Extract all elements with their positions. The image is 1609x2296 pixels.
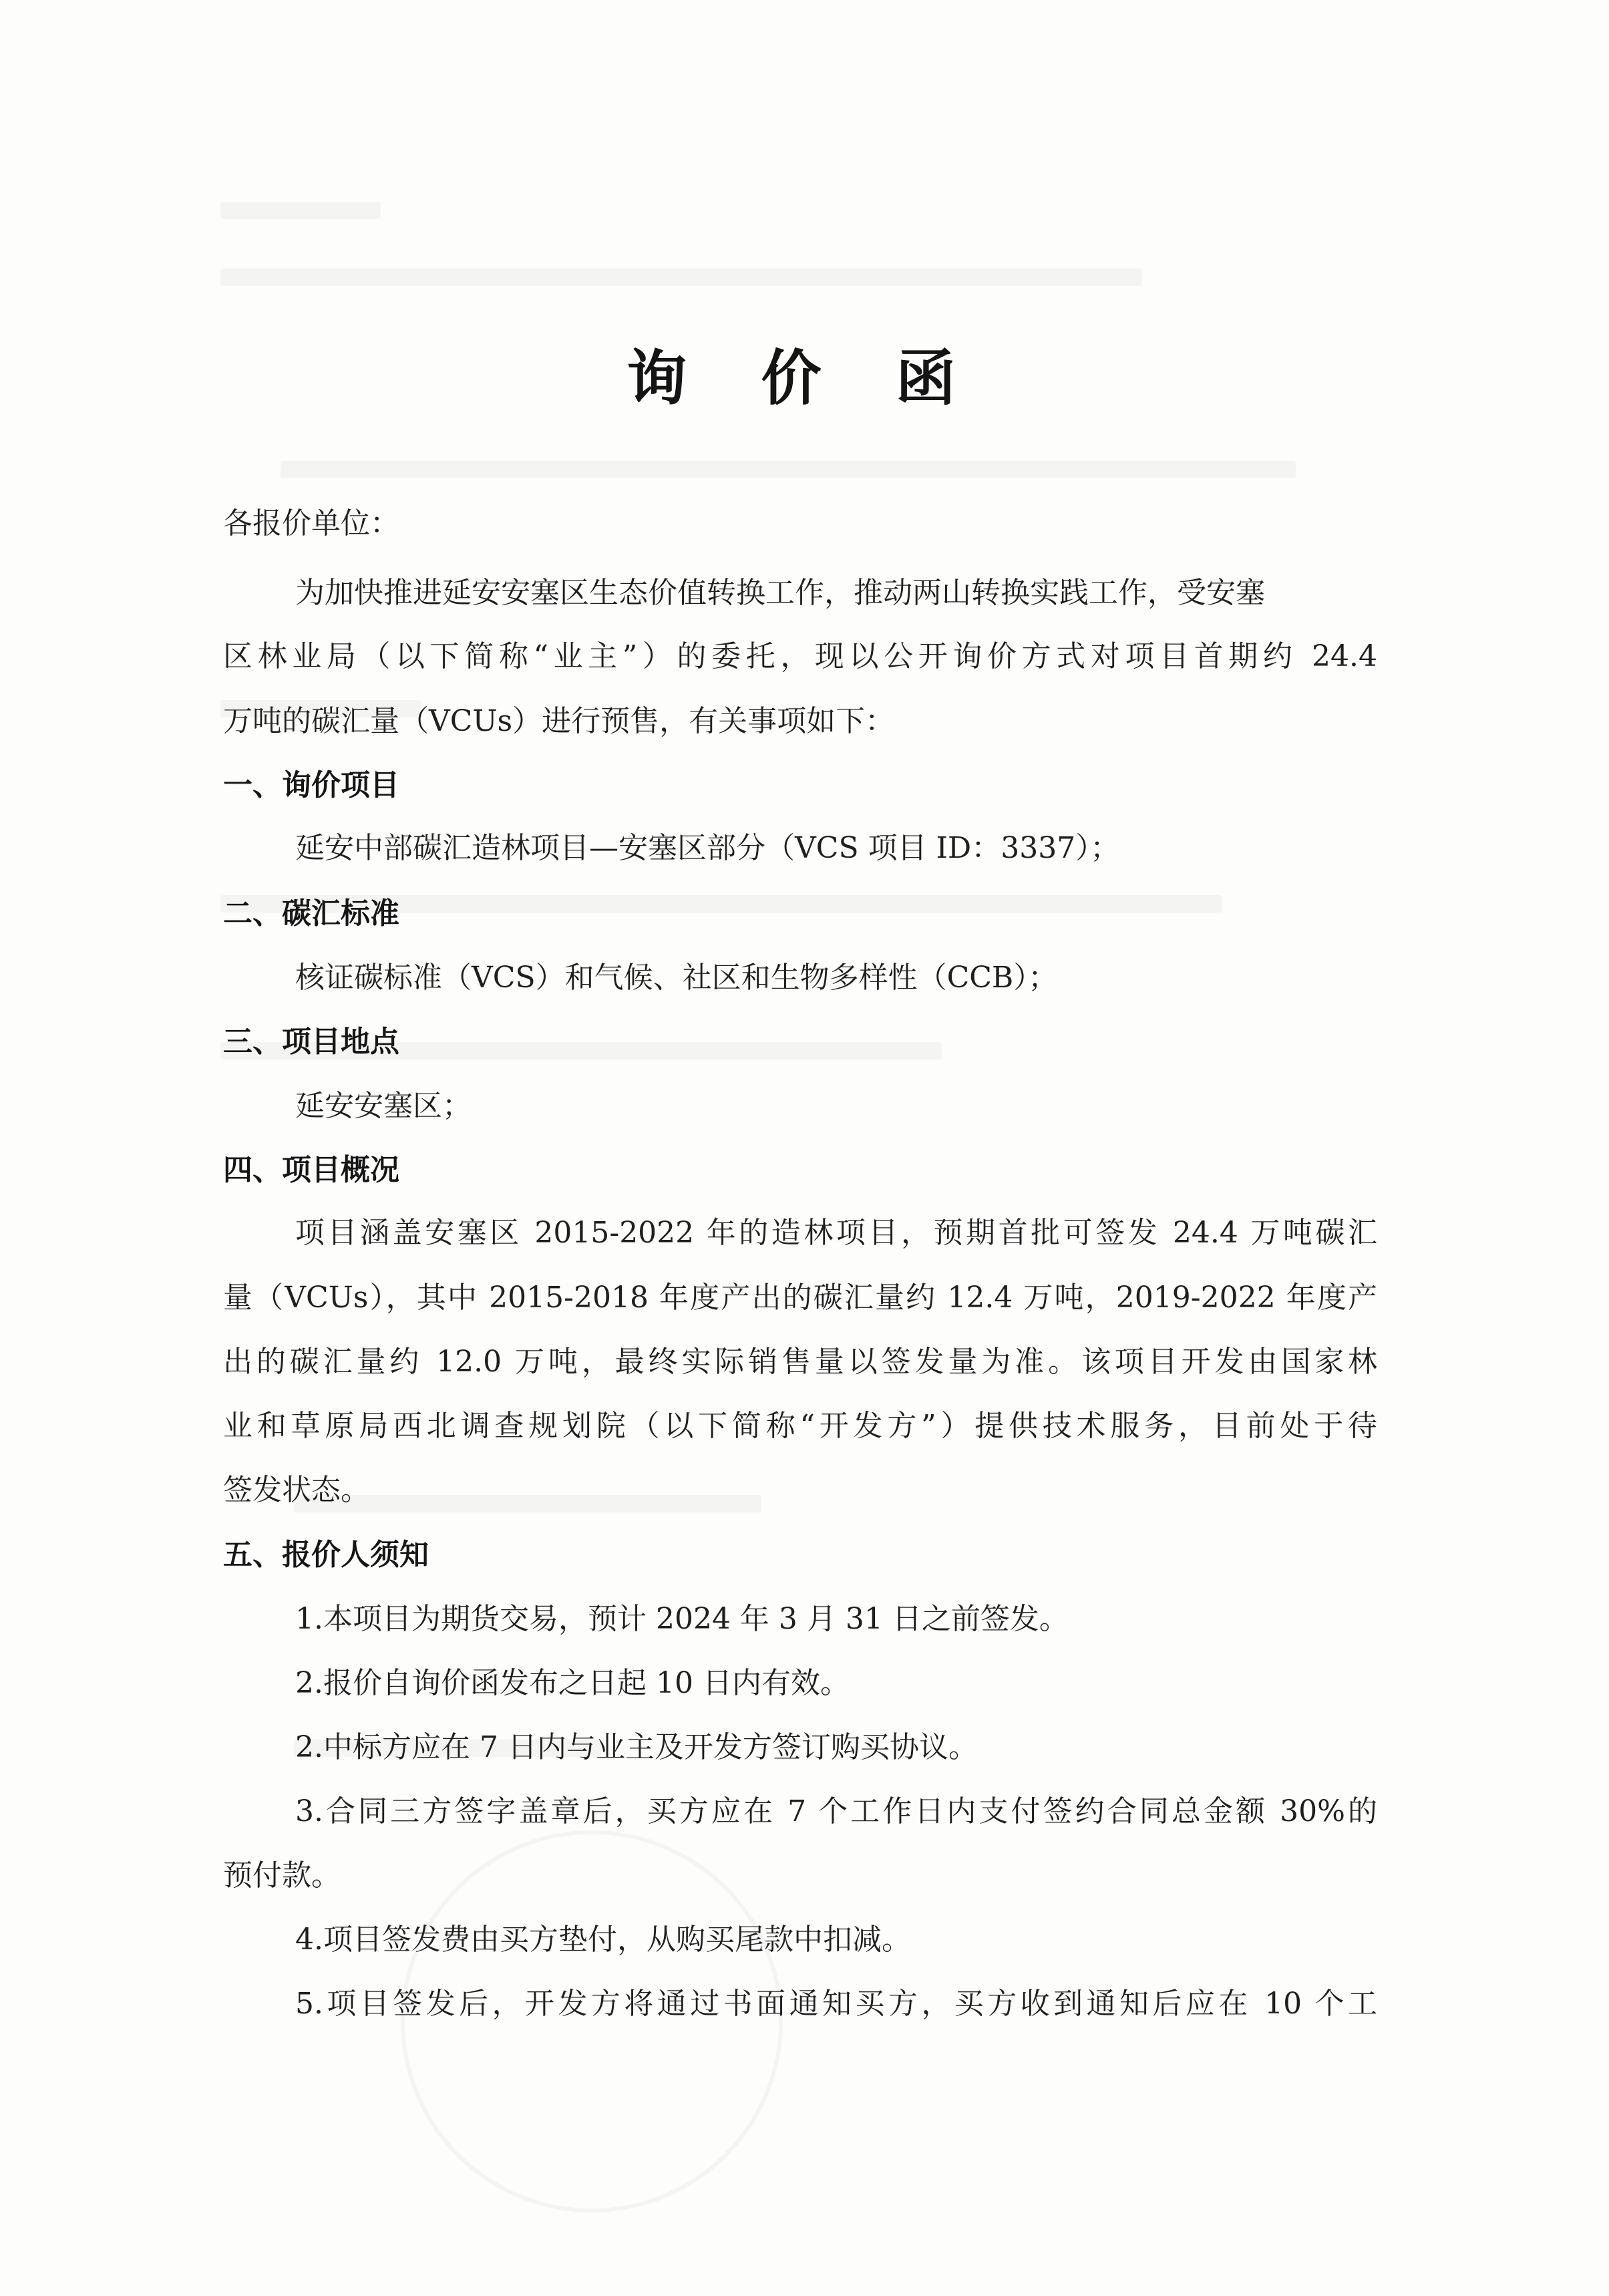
page-title: 询 价 函 [627,343,982,414]
salutation: 各报价单位： [223,506,399,540]
overview-line-4: 业和草原局西北调查规划院（以下简称“开发方”）提供技术服务，目前处于待 [223,1409,1377,1443]
notice-item-2: 2.报价自询价函发布之日起 10 日内有效。 [295,1666,850,1700]
section-body-inquiry-project: 延安中部碳汇造林项目—安塞区部分（VCS 项目 ID：3337）； [295,831,1120,865]
overview-line-5: 签发状态。 [223,1473,370,1507]
notice-item-1: 1.本项目为期货交易，预计 2024 年 3 月 31 日之前签发。 [295,1602,1069,1636]
notice-item-4: 3.合同三方签字盖章后，买方应在 7 个工作日内支付签约合同总金额 30%的 [295,1794,1377,1828]
notice-item-5: 4.项目签发费由买方垫付，从购买尾款中扣减。 [295,1923,911,1957]
intro-line-2: 区林业局（以下简称“业主”）的委托，现以公开询价方式对项目首期约 24.4 [223,639,1377,673]
section-heading-carbon-standard: 二、碳汇标准 [223,896,399,931]
overview-line-3: 出的碳汇量约 12.0 万吨，最终实际销售量以签发量为准。该项目开发由国家林 [223,1345,1377,1379]
bleed-through-mark [220,269,1142,286]
intro-line-3: 万吨的碳汇量（VCUs）进行预售，有关事项如下： [223,704,895,738]
section-heading-bidder-notice: 五、报价人须知 [223,1538,429,1572]
notice-item-3: 2.中标方应在 7 日内与业主及开发方签订购买协议。 [295,1730,978,1764]
bleed-through-mark [220,202,381,219]
overview-line-2: 量（VCUs），其中 2015-2018 年度产出的碳汇量约 12.4 万吨，2019-2022 年度产 [223,1281,1377,1315]
section-body-project-location: 延安安塞区； [295,1089,472,1123]
notice-item-6: 5.项目签发后，开发方将通过书面通知买方，买方收到通知后应在 10 个工 [295,1987,1377,2021]
bleed-through-mark [281,461,1296,478]
intro-line-1: 为加快推进延安安塞区生态价值转换工作，推动两山转换实践工作，受安塞 [295,576,1265,610]
overview-line-1: 项目涵盖安塞区 2015-2022 年的造林项目，预期首批可签发 24.4 万吨碳汇 [295,1216,1377,1250]
section-heading-inquiry-project: 一、询价项目 [223,768,399,802]
notice-item-4-continued: 预付款。 [223,1858,341,1893]
section-heading-project-location: 三、项目地点 [223,1025,399,1059]
section-body-carbon-standard: 核证碳标准（VCS）和气候、社区和生物多样性（CCB）； [295,961,1058,995]
section-heading-project-overview: 四、项目概况 [223,1153,399,1187]
